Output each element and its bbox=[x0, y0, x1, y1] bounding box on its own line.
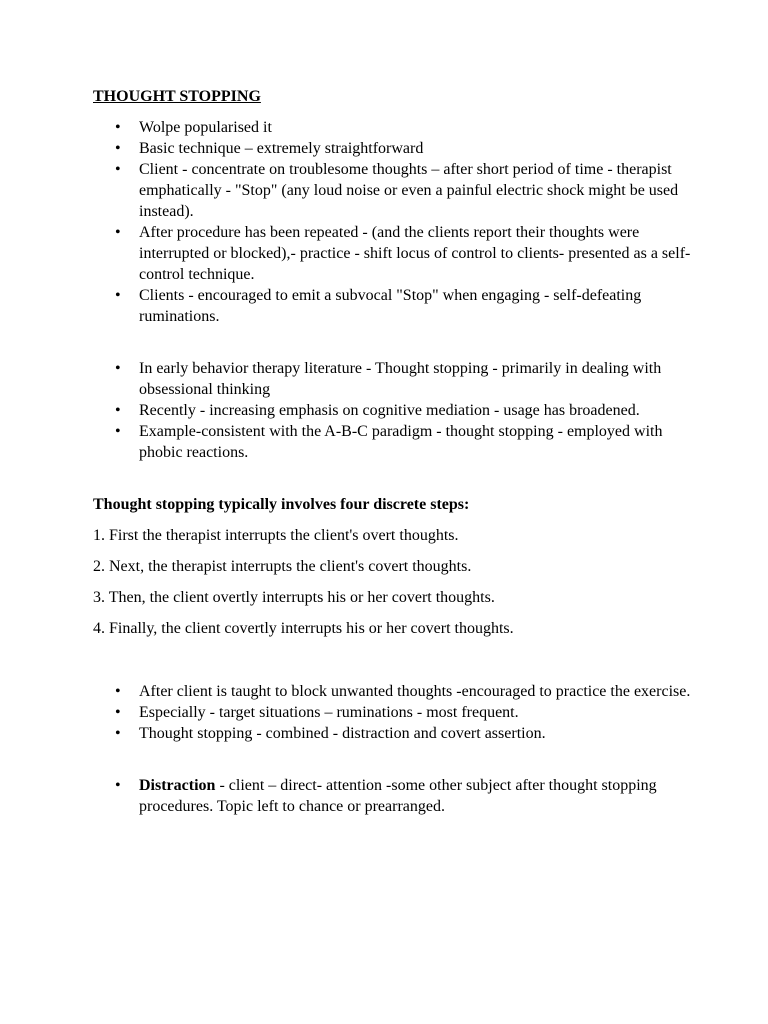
bullet-icon: • bbox=[115, 402, 121, 419]
distraction-term: Distraction bbox=[139, 777, 216, 794]
list-item-text: Wolpe popularised it bbox=[139, 119, 272, 136]
list-item bbox=[93, 159, 693, 222]
steps-heading: Thought stopping typically involves four discrete steps: bbox=[93, 496, 470, 513]
list-item bbox=[93, 702, 693, 723]
list-item bbox=[93, 117, 693, 138]
list-item-text: Especially - target situations – ruminations - most frequent. bbox=[139, 704, 519, 721]
bullet-icon: • bbox=[115, 704, 121, 721]
step-item: 4. Finally, the client covertly interrupts his or her covert thoughts. bbox=[93, 620, 514, 637]
bullet-list-intro bbox=[93, 117, 693, 327]
document-page bbox=[93, 86, 693, 817]
list-item bbox=[93, 222, 693, 285]
steps-list bbox=[93, 525, 693, 639]
bullet-icon: • bbox=[115, 777, 121, 794]
spacer bbox=[93, 327, 693, 358]
page-title: THOUGHT STOPPING bbox=[93, 88, 261, 105]
list-item bbox=[93, 775, 693, 817]
spacer bbox=[93, 639, 693, 681]
step-item: 1. First the therapist interrupts the client's overt thoughts. bbox=[93, 527, 459, 544]
list-item-text: Example-consistent with the A-B-C paradigm - thought stopping - employed with phobic reactions. bbox=[139, 423, 663, 461]
spacer bbox=[93, 744, 693, 775]
step-item: 3. Then, the client overtly interrupts his or her covert thoughts. bbox=[93, 589, 495, 606]
bullet-list-practice bbox=[93, 681, 693, 744]
bullet-icon: • bbox=[115, 683, 121, 700]
list-item-text: Clients - encouraged to emit a subvocal "Stop" when engaging - self-defeating ruminations. bbox=[139, 287, 642, 325]
list-item bbox=[93, 723, 693, 744]
distraction-text: - client – direct- attention -some other subject after thought stopping procedures. Topic left to chance or prearranged. bbox=[139, 777, 657, 815]
list-item bbox=[93, 681, 693, 702]
bullet-icon: • bbox=[115, 360, 121, 377]
list-item bbox=[93, 285, 693, 327]
bullet-icon: • bbox=[115, 287, 121, 304]
spacer bbox=[93, 463, 693, 494]
bullet-icon: • bbox=[115, 161, 121, 178]
bullet-list-history bbox=[93, 358, 693, 463]
list-item bbox=[93, 400, 693, 421]
list-item-text: After client is taught to block unwanted thoughts -encouraged to practice the exercise. bbox=[139, 683, 691, 700]
bullet-icon: • bbox=[115, 725, 121, 742]
list-item-text: Client - concentrate on troublesome thoughts – after short period of time - therapist emphatically - "Stop" (any loud noise or even a painful electric shock might be used instead). bbox=[139, 161, 679, 220]
bullet-icon: • bbox=[115, 140, 121, 157]
step-item: 2. Next, the therapist interrupts the client's covert thoughts. bbox=[93, 558, 472, 575]
list-item-text: Recently - increasing emphasis on cognitive mediation - usage has broadened. bbox=[139, 402, 640, 419]
list-item bbox=[93, 358, 693, 400]
list-item-text: After procedure has been repeated - (and the clients report their thoughts were interrupted or blocked),- practice - shift locus of control to clients- presented as a self-control technique. bbox=[139, 224, 691, 283]
bullet-icon: • bbox=[115, 224, 121, 241]
list-item-text: Thought stopping - combined - distraction and covert assertion. bbox=[139, 725, 546, 742]
list-item-text: Basic technique – extremely straightforward bbox=[139, 140, 424, 157]
list-item-text: In early behavior therapy literature - Thought stopping - primarily in dealing with obsessional thinking bbox=[139, 360, 662, 398]
bullet-icon: • bbox=[115, 423, 121, 440]
bullet-list-distraction bbox=[93, 775, 693, 817]
bullet-icon: • bbox=[115, 119, 121, 136]
list-item bbox=[93, 421, 693, 463]
list-item bbox=[93, 138, 693, 159]
